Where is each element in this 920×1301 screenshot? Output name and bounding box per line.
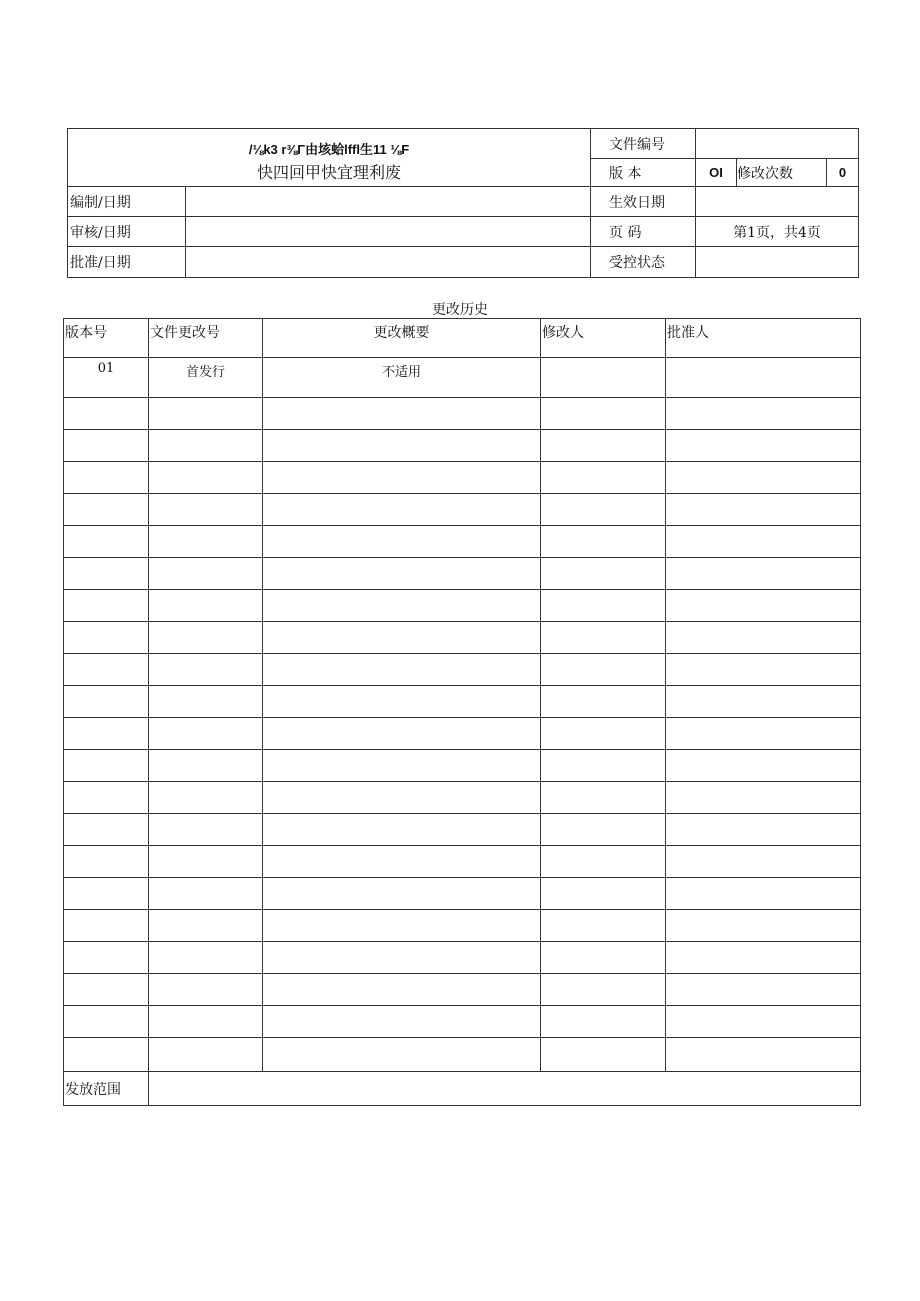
history-row bbox=[64, 942, 861, 974]
empty-cell bbox=[149, 654, 263, 686]
empty-cell bbox=[263, 686, 541, 718]
col-header-version: 版本号 bbox=[64, 319, 149, 358]
history-modifier-cell bbox=[541, 358, 666, 398]
empty-cell bbox=[541, 942, 666, 974]
version-label: 版 本 bbox=[591, 159, 696, 187]
empty-cell bbox=[149, 558, 263, 590]
empty-cell bbox=[541, 462, 666, 494]
history-row bbox=[64, 622, 861, 654]
empty-cell bbox=[541, 750, 666, 782]
history-row bbox=[64, 718, 861, 750]
empty-cell bbox=[541, 590, 666, 622]
empty-cell bbox=[666, 590, 861, 622]
empty-cell bbox=[666, 814, 861, 846]
doc-no-value bbox=[696, 129, 859, 159]
empty-cell bbox=[64, 910, 149, 942]
effective-date-label: 生效日期 bbox=[591, 187, 696, 217]
empty-cell bbox=[263, 750, 541, 782]
empty-cell bbox=[64, 686, 149, 718]
empty-cell bbox=[541, 526, 666, 558]
control-status-value bbox=[696, 247, 859, 278]
empty-cell bbox=[64, 590, 149, 622]
empty-cell bbox=[263, 462, 541, 494]
col-header-summary: 更改概要 bbox=[263, 319, 541, 358]
distribution-value bbox=[149, 1072, 861, 1106]
empty-cell bbox=[149, 622, 263, 654]
empty-cell bbox=[64, 558, 149, 590]
history-row bbox=[64, 558, 861, 590]
history-row bbox=[64, 878, 861, 910]
control-status-label: 受控状态 bbox=[591, 247, 696, 278]
empty-cell bbox=[64, 1038, 149, 1072]
empty-cell bbox=[541, 686, 666, 718]
history-row bbox=[64, 398, 861, 430]
empty-cell bbox=[666, 910, 861, 942]
empty-cell bbox=[541, 1006, 666, 1038]
document-title-cell bbox=[68, 129, 591, 187]
empty-cell bbox=[666, 782, 861, 814]
empty-cell bbox=[666, 718, 861, 750]
doc-no-label: 文件编号 bbox=[591, 129, 696, 159]
history-row bbox=[64, 910, 861, 942]
empty-cell bbox=[541, 430, 666, 462]
history-row bbox=[64, 974, 861, 1006]
empty-cell bbox=[263, 718, 541, 750]
empty-cell bbox=[149, 686, 263, 718]
change-history-title: 更改历史 bbox=[432, 301, 488, 317]
empty-cell bbox=[541, 878, 666, 910]
empty-cell bbox=[263, 1006, 541, 1038]
history-row bbox=[64, 462, 861, 494]
history-header-row bbox=[64, 319, 861, 358]
reviewed-value bbox=[186, 217, 591, 247]
empty-cell bbox=[263, 398, 541, 430]
compiled-label: 编制/日期 bbox=[68, 187, 186, 217]
empty-cell bbox=[149, 494, 263, 526]
empty-cell bbox=[666, 462, 861, 494]
empty-cell bbox=[263, 910, 541, 942]
empty-cell bbox=[263, 814, 541, 846]
empty-cell bbox=[263, 782, 541, 814]
empty-cell bbox=[263, 430, 541, 462]
history-summary-cell: 不适用 bbox=[263, 358, 541, 398]
history-approver-cell bbox=[666, 358, 861, 398]
empty-cell bbox=[541, 622, 666, 654]
history-row bbox=[64, 686, 861, 718]
history-row bbox=[64, 1038, 861, 1072]
history-row bbox=[64, 1006, 861, 1038]
empty-cell bbox=[149, 974, 263, 1006]
empty-cell bbox=[64, 430, 149, 462]
empty-cell bbox=[64, 654, 149, 686]
empty-cell bbox=[541, 718, 666, 750]
distribution-label: 发放范围 bbox=[64, 1072, 149, 1106]
empty-cell bbox=[263, 846, 541, 878]
col-header-approver: 批准人 bbox=[666, 319, 861, 358]
empty-cell bbox=[64, 846, 149, 878]
history-row bbox=[64, 814, 861, 846]
empty-cell bbox=[263, 878, 541, 910]
empty-cell bbox=[666, 942, 861, 974]
empty-cell bbox=[263, 942, 541, 974]
empty-cell bbox=[64, 782, 149, 814]
empty-cell bbox=[541, 974, 666, 1006]
empty-cell bbox=[149, 1006, 263, 1038]
revision-count-label: 修改次数 bbox=[737, 159, 827, 187]
empty-cell bbox=[64, 462, 149, 494]
page-label: 页 码 bbox=[591, 217, 696, 247]
compiled-value bbox=[186, 187, 591, 217]
empty-cell bbox=[149, 398, 263, 430]
empty-cell bbox=[263, 654, 541, 686]
empty-cell bbox=[64, 494, 149, 526]
document-header-table bbox=[67, 128, 859, 278]
col-header-modifier: 修改人 bbox=[541, 319, 666, 358]
empty-cell bbox=[149, 590, 263, 622]
history-change-no-cell: 首发行 bbox=[149, 358, 263, 398]
empty-cell bbox=[541, 558, 666, 590]
empty-cell bbox=[64, 398, 149, 430]
empty-cell bbox=[64, 1006, 149, 1038]
history-row bbox=[64, 590, 861, 622]
history-version-cell: 01 bbox=[64, 358, 149, 398]
empty-cell bbox=[64, 942, 149, 974]
empty-cell bbox=[149, 782, 263, 814]
empty-cell bbox=[666, 750, 861, 782]
empty-cell bbox=[149, 814, 263, 846]
empty-cell bbox=[666, 494, 861, 526]
empty-cell bbox=[64, 750, 149, 782]
empty-cell bbox=[263, 590, 541, 622]
reviewed-label: 审核/日期 bbox=[68, 217, 186, 247]
version-value: OI bbox=[696, 159, 737, 187]
document-title-line2: 快四回甲快宜理利废 bbox=[257, 163, 402, 182]
empty-cell bbox=[149, 750, 263, 782]
empty-cell bbox=[666, 558, 861, 590]
empty-cell bbox=[541, 1038, 666, 1072]
empty-cell bbox=[263, 494, 541, 526]
empty-cell bbox=[541, 814, 666, 846]
empty-cell bbox=[541, 398, 666, 430]
empty-cell bbox=[263, 622, 541, 654]
empty-cell bbox=[666, 686, 861, 718]
empty-cell bbox=[64, 974, 149, 1006]
empty-cell bbox=[64, 622, 149, 654]
empty-cell bbox=[149, 462, 263, 494]
empty-cell bbox=[263, 1038, 541, 1072]
empty-cell bbox=[149, 942, 263, 974]
history-row bbox=[64, 430, 861, 462]
empty-cell bbox=[149, 718, 263, 750]
empty-cell bbox=[666, 654, 861, 686]
empty-cell bbox=[666, 974, 861, 1006]
empty-cell bbox=[666, 878, 861, 910]
empty-cell bbox=[263, 558, 541, 590]
empty-cell bbox=[666, 1038, 861, 1072]
history-row bbox=[64, 526, 861, 558]
history-row bbox=[64, 846, 861, 878]
empty-cell bbox=[541, 494, 666, 526]
history-row bbox=[64, 494, 861, 526]
empty-cell bbox=[64, 878, 149, 910]
history-row bbox=[64, 654, 861, 686]
empty-cell bbox=[541, 654, 666, 686]
history-row bbox=[64, 358, 861, 398]
empty-cell bbox=[541, 782, 666, 814]
revision-count-value: 0 bbox=[827, 159, 859, 187]
empty-cell bbox=[666, 430, 861, 462]
empty-cell bbox=[263, 526, 541, 558]
empty-cell bbox=[149, 430, 263, 462]
empty-cell bbox=[263, 974, 541, 1006]
empty-cell bbox=[149, 910, 263, 942]
document-title-line1: /⅛k3 r⅜Γ由垓蛤lffl生11 ⅛F bbox=[248, 142, 410, 157]
history-row bbox=[64, 782, 861, 814]
empty-cell bbox=[64, 718, 149, 750]
empty-cell bbox=[666, 846, 861, 878]
approved-value bbox=[186, 247, 591, 278]
empty-cell bbox=[541, 846, 666, 878]
empty-cell bbox=[149, 878, 263, 910]
page-value: 第1页，共4页 bbox=[696, 217, 859, 247]
col-header-change-no: 文件更改号 bbox=[149, 319, 263, 358]
history-row bbox=[64, 750, 861, 782]
empty-cell bbox=[149, 1038, 263, 1072]
empty-cell bbox=[666, 526, 861, 558]
empty-cell bbox=[64, 526, 149, 558]
change-history-table bbox=[63, 318, 861, 1106]
effective-date-value bbox=[696, 187, 859, 217]
empty-cell bbox=[666, 398, 861, 430]
empty-cell bbox=[666, 1006, 861, 1038]
distribution-row bbox=[64, 1072, 861, 1106]
empty-cell bbox=[64, 814, 149, 846]
approved-label: 批准/日期 bbox=[68, 247, 186, 278]
empty-cell bbox=[666, 622, 861, 654]
empty-cell bbox=[149, 846, 263, 878]
empty-cell bbox=[149, 526, 263, 558]
empty-cell bbox=[541, 910, 666, 942]
